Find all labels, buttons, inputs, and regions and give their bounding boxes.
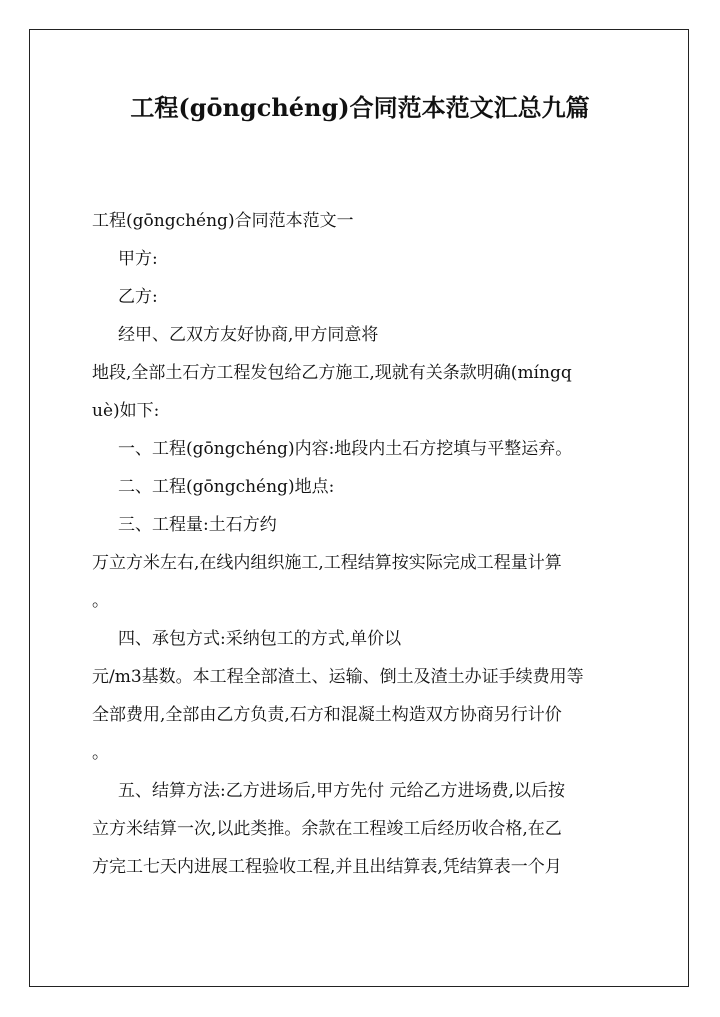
paragraph-line: 。: [92, 591, 109, 611]
document-title: 工程(gōngchéng)合同范本范文汇总九篇: [130, 93, 590, 122]
paragraph-line: 全部费用,全部由乙方负责,石方和混凝土构造双方协商另行计价: [92, 705, 562, 725]
section-heading: 工程(gōngchéng)合同范本范文一: [92, 211, 354, 231]
paragraph-line: 地段,全部土石方工程发包给乙方施工,现就有关条款明确(míngq: [92, 363, 572, 383]
paragraph-line: 方完工七天内进展工程验收工程,并且出结算表,凭结算表一个月: [92, 857, 562, 877]
clause-2: 二、工程(gōngchéng)地点:: [118, 477, 335, 497]
paragraph-line: 。: [92, 743, 109, 763]
page-border: [29, 29, 689, 987]
party-a-line: 甲方:: [118, 249, 158, 269]
paragraph-line: uè)如下:: [92, 401, 160, 421]
paragraph-line: 元/m3基数。本工程全部渣土、运输、倒土及渣土办证手续费用等: [92, 667, 584, 687]
clause-1: 一、工程(gōngchéng)内容:地段内土石方挖填与平整运弃。: [118, 439, 573, 459]
party-b-line: 乙方:: [118, 287, 158, 307]
clause-5: 五、结算方法:乙方进场后,甲方先付 元给乙方进场费,以后按: [118, 781, 565, 801]
clause-3: 三、工程量:土石方约: [118, 515, 277, 535]
paragraph-line: 经甲、乙双方友好协商,甲方同意将: [118, 325, 379, 345]
paragraph-line: 万立方米左右,在线内组织施工,工程结算按实际完成工程量计算: [92, 553, 562, 573]
clause-4: 四、承包方式:采纳包工的方式,单价以: [118, 629, 402, 649]
paragraph-line: 立方米结算一次,以此类推。余款在工程竣工后经历收合格,在乙: [92, 819, 562, 839]
